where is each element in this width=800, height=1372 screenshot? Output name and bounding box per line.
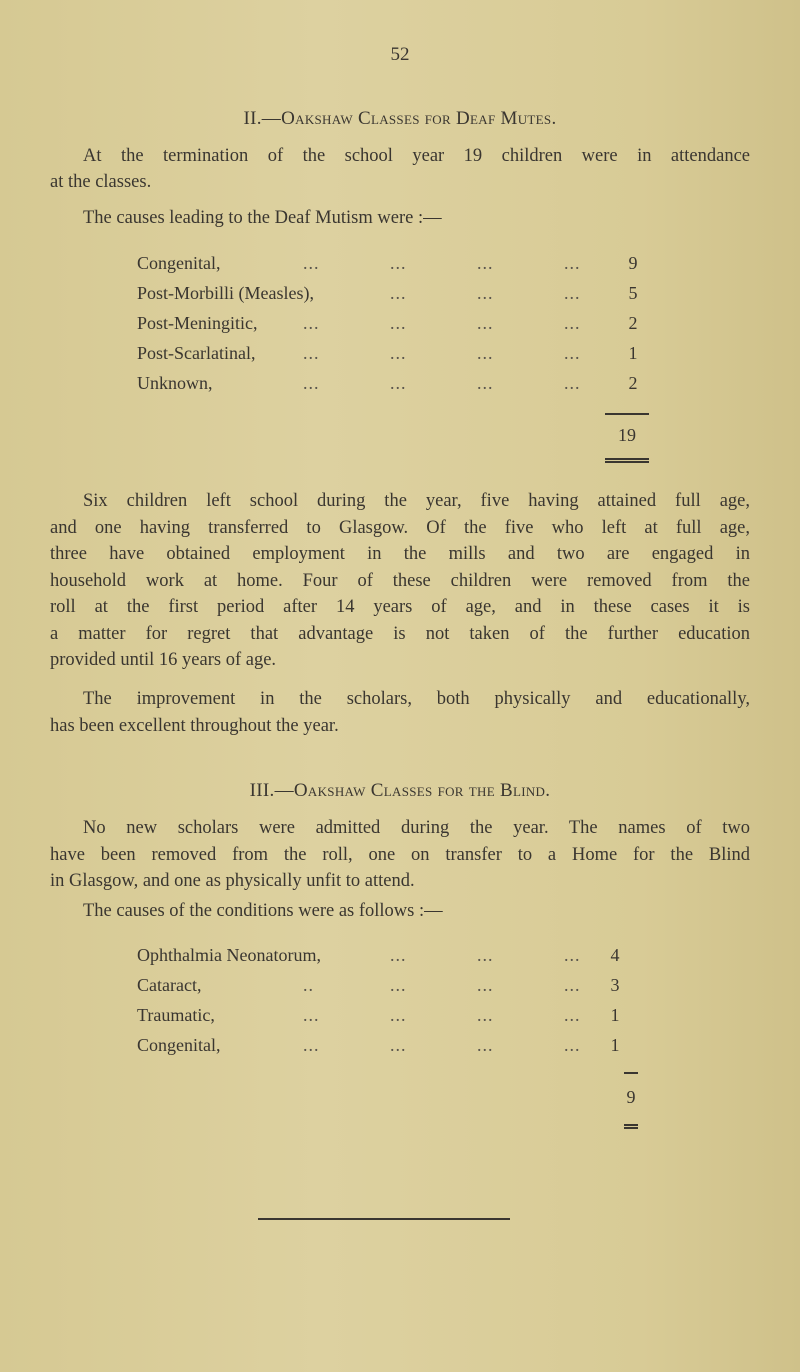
- cause-value: 2: [628, 373, 638, 393]
- cause-value: 2: [628, 313, 638, 333]
- paragraph-line: household work at home. Four of these children were removed from the: [50, 570, 750, 591]
- cause-label: Traumatic,: [137, 1005, 215, 1025]
- paragraph-line: at the classes.: [50, 172, 152, 192]
- sum-rule: [605, 413, 649, 415]
- paragraph-line: a matter for regret that advantage is not taken of the further education: [50, 623, 750, 644]
- cause-value: 1: [628, 343, 638, 363]
- paragraph-line: roll at the first period after 14 years of age, and in these cases it is: [50, 597, 750, 617]
- section-2-heading-title: Oakshaw Classes for Deaf Mutes.: [281, 108, 557, 129]
- cause-row: Congenital, ... ... ... ... 9: [137, 253, 637, 279]
- paragraph-line: The improvement in the scholars, both physically and educationally,: [83, 689, 750, 709]
- page-number: 52: [390, 44, 410, 65]
- cause-label: Ophthalmia Neonatorum,: [137, 945, 321, 965]
- cause-label: Congenital,: [137, 1035, 221, 1055]
- paragraph-line: No new scholars were admitted during the year. The names of two: [83, 818, 750, 838]
- section-2-heading: [0, 108, 800, 130]
- double-rule-bottom: [624, 1127, 638, 1129]
- section-3-heading-prefix: III.—: [249, 780, 294, 801]
- cause-label: Unknown,: [137, 373, 213, 393]
- cause-value: 9: [628, 253, 638, 273]
- total-value: 9: [626, 1087, 636, 1107]
- cause-value: 1: [610, 1035, 620, 1055]
- section-3-heading-title: Oakshaw Classes for the Blind.: [293, 780, 551, 801]
- cause-label: Congenital,: [137, 253, 221, 273]
- paragraph-line: provided until 16 years of age.: [50, 650, 277, 670]
- double-rule-top: [624, 1124, 638, 1126]
- section-2-paragraph-2: [50, 488, 750, 674]
- cause-row: Congenital, ... ... ... ... 1: [137, 1035, 637, 1061]
- cause-row: Ophthalmia Neonatorum, ... ... ... 4: [137, 945, 637, 971]
- paragraph-line: has been excellent throughout the year.: [50, 715, 339, 736]
- cause-value: 3: [610, 975, 620, 995]
- section-2-paragraph-1: [50, 143, 750, 195]
- section-2-intro: The causes leading to the Deaf Mutism were :—: [83, 208, 442, 228]
- double-rule-bottom: [605, 461, 649, 463]
- cause-value: 4: [610, 945, 620, 965]
- total-value: 19: [618, 425, 636, 445]
- section-2-paragraph-3: [50, 686, 750, 739]
- paragraph-line: and one having transferred to Glasgow. Of the five who left at full age,: [50, 517, 750, 538]
- section-3-paragraph-1: [50, 815, 750, 895]
- cause-row: Unknown, ... ... ... ... 2: [137, 373, 637, 399]
- cause-row: Post-Morbilli (Measles), ... ... ... 5: [137, 283, 637, 309]
- cause-row: Traumatic, ... ... ... ... 1: [137, 1005, 637, 1031]
- cause-label: Post-Morbilli (Measles),: [137, 283, 314, 303]
- paragraph-line: have been removed from the roll, one on transfer to a Home for the Blind: [50, 844, 750, 865]
- sum-rule: [624, 1072, 638, 1074]
- paragraph-line: three have obtained employment in the mills and two are engaged in: [50, 544, 750, 564]
- cause-row: Post-Scarlatinal, ... ... ... ... 1: [137, 343, 637, 369]
- section-2-heading-prefix: II.—: [243, 108, 282, 129]
- cause-value: 5: [628, 283, 638, 303]
- section-end-rule: [258, 1218, 510, 1220]
- paragraph-line: Six children left school during the year, five having attained full age,: [83, 491, 750, 511]
- section-3-heading: [0, 780, 800, 802]
- cause-row: Cataract, .. ... ... ... 3: [137, 975, 637, 1001]
- section-3-intro: The causes of the conditions were as follows :—: [83, 901, 443, 921]
- paragraph-line: in Glasgow, and one as physically unfit to attend.: [50, 871, 415, 891]
- paragraph-line: At the termination of the school year 19 children were in attendance: [83, 146, 750, 166]
- cause-label: Post-Meningitic,: [137, 313, 258, 333]
- cause-value: 1: [610, 1005, 620, 1025]
- cause-label: Post-Scarlatinal,: [137, 343, 256, 363]
- double-rule-top: [605, 458, 649, 460]
- cause-label: Cataract,: [137, 975, 202, 995]
- cause-row: Post-Meningitic, ... ... ... ... 2: [137, 313, 637, 339]
